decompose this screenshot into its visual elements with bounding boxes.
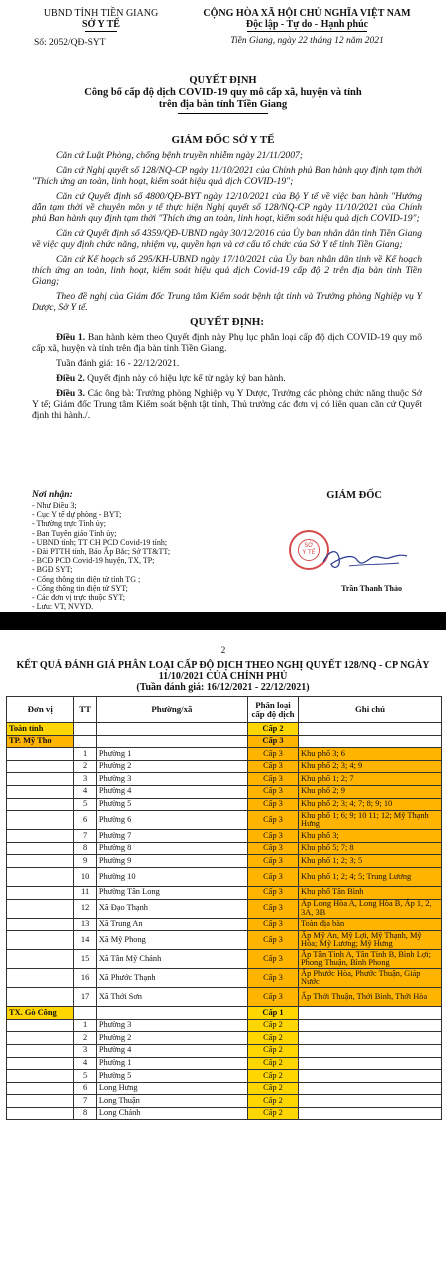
recipients-title: Nơi nhận: [32, 490, 73, 500]
row-ward: Xã Trung An [96, 918, 247, 931]
row-level: Cấp 3 [247, 735, 298, 748]
recipient-item: - BCĐ PCD Covid-19 huyện, TX, TP; [32, 556, 155, 566]
row-number: 2 [74, 1032, 96, 1045]
document-type: QUYẾT ĐỊNH [189, 75, 257, 86]
row-number: 11 [74, 886, 96, 899]
row-note [299, 1057, 442, 1070]
row-number: 5 [74, 798, 96, 811]
row-unit [7, 1082, 74, 1095]
row-level: Cấp 3 [247, 760, 298, 773]
table-row [7, 798, 442, 811]
row-ward: Phường 7 [96, 830, 247, 843]
row-ward: Phường 5 [96, 1070, 247, 1083]
table-row [7, 1019, 442, 1032]
row-note [299, 1070, 442, 1083]
row-ward: Phường 6 [96, 811, 247, 830]
table-row [7, 988, 442, 1007]
recipient-item: - BGĐ SYT; [32, 565, 73, 575]
row-unit [7, 842, 74, 855]
row-unit [7, 785, 74, 798]
row-ward: Phường 5 [96, 798, 247, 811]
legal-basis: Căn cứ Nghị quyết số 128/NQ-CP ngày 11/10/2021 của Chính phủ Ban hành quy định tạm thời "Thích ứng an toàn, linh hoạt, kiểm soát hiệu quả dịch COVID-19"; [32, 165, 423, 187]
row-level: Cấp 2 [247, 1044, 298, 1057]
recipient-item: - Cổng thông tin điện tử tỉnh TG ; [32, 574, 141, 584]
recipient-item: - Cổng thông tin điện tử SYT; [32, 583, 128, 593]
document-header [0, 8, 446, 68]
row-level: Cấp 2 [247, 1019, 298, 1032]
recipient-item: - Cục Y tế dự phòng - BYT; [32, 510, 122, 520]
row-number: 3 [74, 773, 96, 786]
results-table [6, 696, 442, 1120]
row-level: Cấp 3 [247, 842, 298, 855]
row-unit [7, 899, 74, 918]
row-note: Khu phố 5; 7; 8 [299, 842, 442, 855]
row-note: Khu phố 1; 6; 9; 10 11; 12; Mỹ Thạnh Hưng [299, 811, 442, 830]
table-group-row [7, 1007, 442, 1020]
table-row [7, 760, 442, 773]
row-level: Cấp 3 [247, 899, 298, 918]
col-header-number: TT [74, 697, 96, 723]
recipient-item: - UBND tỉnh; TT CH PCD Covid-19 tỉnh; [32, 537, 168, 547]
row-ward: Xã Phước Thạnh [96, 969, 247, 988]
seal-text: SỞ Y TẾ [302, 542, 316, 556]
row-note [299, 1032, 442, 1045]
row-unit [7, 988, 74, 1007]
article-1-text: Ban hành kèm theo Quyết định này Phụ lục phân loại cấp độ dịch COVID-19 quy mô cấp xã, huyện và tỉnh trên địa bàn tỉnh Tiền Giang. [32, 332, 422, 354]
row-unit [7, 830, 74, 843]
row-level: Cấp 3 [247, 748, 298, 761]
table-row [7, 830, 442, 843]
row-note [299, 735, 442, 748]
row-note: Khu phố 2; 3; 4; 9 [299, 760, 442, 773]
row-ward: Phường 3 [96, 1019, 247, 1032]
table-row [7, 811, 442, 830]
place-date: Tiền Giang, ngày 22 tháng 12 năm 2021 [230, 36, 384, 46]
row-level: Cấp 2 [247, 1107, 298, 1120]
row-number: 12 [74, 899, 96, 918]
row-level: Cấp 3 [247, 886, 298, 899]
row-unit [7, 867, 74, 886]
legal-basis: Căn cứ Kế hoạch số 295/KH-UBND ngày 17/10/2021 của Ủy ban nhân dân tỉnh về Kế hoạch thích ứng an toàn, linh hoạt, kiểm soát hiệu quả dịch Covid-19 cấp độ 2 trên địa bàn tỉnh Tiền Giang; [32, 254, 422, 287]
row-number: 4 [74, 785, 96, 798]
row-note: Khu phố 1; 2; 4; 5; Trung Lương [299, 867, 442, 886]
recipient-item: - Ban Tuyên giáo Tỉnh ủy; [32, 528, 117, 538]
row-ward: Phường 2 [96, 1032, 247, 1045]
legal-basis: Theo đề nghị của Giám đốc Trung tâm Kiểm soát bệnh tật tỉnh và Trưởng phòng Nghiệp vụ Y Dược, Sở Y tế. [32, 291, 422, 313]
row-ward: Phường 1 [96, 748, 247, 761]
row-note: Khu phố Tân Bình [299, 886, 442, 899]
row-number: 16 [74, 969, 96, 988]
row-number: 7 [74, 1095, 96, 1108]
table-title-line-1: KẾT QUẢ ĐÁNH GIÁ PHÂN LOẠI CẤP ĐỘ DỊCH THEO NGHỊ QUYẾT 128/NQ - CP NGÀY [16, 660, 430, 671]
row-ward [96, 1007, 247, 1020]
article-1 [32, 332, 422, 354]
table-header-row [7, 697, 442, 723]
row-note [299, 1044, 442, 1057]
row-note: Ấp Mỹ An, Mỹ Lợi, Mỹ Thạnh, Mỹ Hòa; Mỹ Lương; Mỹ Hưng [299, 931, 442, 950]
row-ward: Xã Thới Sơn [96, 988, 247, 1007]
row-note [299, 1107, 442, 1120]
document-page-2 [0, 630, 446, 1280]
row-note [299, 1095, 442, 1108]
row-unit [7, 1032, 74, 1045]
row-number: 3 [74, 1044, 96, 1057]
document-body [32, 150, 422, 425]
row-level: Cấp 3 [247, 867, 298, 886]
article-3 [32, 388, 422, 421]
row-level: Cấp 3 [247, 830, 298, 843]
row-ward: Xã Tân Mỹ Chánh [96, 950, 247, 969]
row-number: 7 [74, 830, 96, 843]
row-number: 8 [74, 842, 96, 855]
recipient-item: - Lưu: VT, NVYD. [32, 602, 94, 612]
row-note: Ấp Tân Tỉnh A, Tân Tỉnh B, Bình Lợi; Phong Thuận, Bình Phong [299, 950, 442, 969]
agency-name: SỞ Y TẾ [82, 19, 120, 30]
row-ward: Long Chánh [96, 1107, 247, 1120]
table-row [7, 931, 442, 950]
row-ward: Phường 2 [96, 760, 247, 773]
row-level: Cấp 3 [247, 785, 298, 798]
signature-block [32, 490, 432, 610]
row-ward [96, 723, 247, 736]
table-title-line-3: (Tuần đánh giá: 16/12/2021 - 22/12/2021) [136, 682, 310, 693]
row-number: 1 [74, 1019, 96, 1032]
row-ward: Phường 1 [96, 1057, 247, 1070]
row-unit [7, 950, 74, 969]
article-2-text: Quyết định này có hiệu lực kể từ ngày ký ban hành. [84, 373, 286, 384]
recipient-item: - Đài PTTH tỉnh, Báo Ấp Bắc; Sở TT&TT; [32, 547, 171, 557]
row-note [299, 1082, 442, 1095]
col-header-note: Ghi chú [299, 697, 442, 723]
row-level: Cấp 3 [247, 798, 298, 811]
col-header-ward: Phường/xã [96, 697, 247, 723]
article-2 [32, 373, 422, 384]
signer-title: GIÁM ĐỐC [326, 490, 382, 501]
row-level: Cấp 2 [247, 1057, 298, 1070]
row-level: Cấp 3 [247, 773, 298, 786]
legal-basis: Căn cứ Luật Phòng, chống bệnh truyền nhiễm ngày 21/11/2007; [56, 150, 303, 161]
row-level: Cấp 3 [247, 855, 298, 868]
article-1-label: Điều 1. [56, 332, 86, 343]
row-unit [7, 918, 74, 931]
decide-heading: QUYẾT ĐỊNH: [189, 316, 265, 328]
table-row [7, 969, 442, 988]
row-unit [7, 886, 74, 899]
agency-underline [85, 31, 117, 32]
row-number: 5 [74, 1070, 96, 1083]
row-number: 17 [74, 988, 96, 1007]
row-ward: Phường Tân Long [96, 886, 247, 899]
row-ward: Xã Đạo Thạnh [96, 899, 247, 918]
row-note [299, 1019, 442, 1032]
table-row [7, 842, 442, 855]
row-level: Cấp 3 [247, 988, 298, 1007]
row-level: Cấp 3 [247, 918, 298, 931]
row-number: 1 [74, 748, 96, 761]
row-unit [7, 1044, 74, 1057]
row-ward: Phường 9 [96, 855, 247, 868]
document-number: Số: 2052/QĐ-SYT [34, 38, 106, 48]
row-note [299, 1007, 442, 1020]
legal-basis: Căn cứ Quyết định số 4359/QĐ-UBND ngày 30/12/2016 của Ủy ban nhân dân tỉnh Tiền Giang về việc quy định chức năng, nhiệm vụ, quyền hạn và cơ cấu tổ chức của Sở Y tế tỉnh Tiền Giang; [32, 228, 422, 250]
row-number: 13 [74, 918, 96, 931]
row-unit [7, 811, 74, 830]
page-separator [0, 612, 446, 630]
table-title-line-2: 11/10/2021 CỦA CHÍNH PHỦ [158, 671, 288, 682]
row-note: Toàn địa bàn [299, 918, 442, 931]
row-note: Ấp Thới Thuận, Thới Bình, Thới Hòa [299, 988, 442, 1007]
authority-heading: GIÁM ĐỐC SỞ Y TẾ [171, 134, 275, 146]
row-unit [7, 969, 74, 988]
article-3-text: Các ông bà: Trưởng phòng Nghiệp vụ Y Dược, Trưởng các phòng chức năng thuộc Sở Y tế; Giám đốc Trung tâm Kiểm soát bệnh tật tỉnh, Thủ trưởng các đơn vị có liên quan căn cứ Quyết định thi hành./. [32, 388, 422, 421]
title-underline [178, 113, 268, 114]
row-ward: Phường 4 [96, 785, 247, 798]
row-note: Khu phố 3; 6 [299, 748, 442, 761]
table-row [7, 918, 442, 931]
issuing-agency [26, 8, 176, 49]
row-unit [7, 855, 74, 868]
row-number [74, 1007, 96, 1020]
row-level: Cấp 2 [247, 1095, 298, 1108]
row-unit [7, 931, 74, 950]
row-note: Khu phố 1; 2; 7 [299, 773, 442, 786]
row-number: 8 [74, 1107, 96, 1120]
row-number: 6 [74, 811, 96, 830]
row-level: Cấp 3 [247, 811, 298, 830]
row-note: Khu phố 1; 2; 3; 5 [299, 855, 442, 868]
assessment-week: Tuần đánh giá: 16 - 22/12/2021. [56, 358, 180, 369]
page-number: 2 [220, 645, 226, 655]
row-number: 15 [74, 950, 96, 969]
row-ward: Phường 8 [96, 842, 247, 855]
row-unit [7, 760, 74, 773]
row-ward: Long Hưng [96, 1082, 247, 1095]
row-unit [7, 1095, 74, 1108]
table-row [7, 773, 442, 786]
motto-underline [247, 31, 367, 32]
table-row [7, 855, 442, 868]
row-unit [7, 773, 74, 786]
row-unit: Toàn tỉnh [7, 723, 74, 736]
table-row [7, 950, 442, 969]
handwritten-signature [319, 544, 409, 574]
row-note: Ấp Phước Hòa, Phước Thuận, Giáp Nước [299, 969, 442, 988]
row-note: Khu phố 3; [299, 830, 442, 843]
row-ward [96, 735, 247, 748]
recipient-item: - Thường trực Tỉnh ủy; [32, 519, 106, 529]
row-unit [7, 1107, 74, 1120]
row-note [299, 723, 442, 736]
table-body [7, 723, 442, 1120]
table-row [7, 1070, 442, 1083]
row-ward: Phường 4 [96, 1044, 247, 1057]
row-note: Ấp Long Hòa A, Long Hòa B, Ấp 1, 2, 3A, 3B [299, 899, 442, 918]
row-level: Cấp 3 [247, 950, 298, 969]
table-row [7, 899, 442, 918]
document-title [0, 75, 446, 114]
national-heading [176, 8, 438, 47]
article-3-label: Điều 3. [56, 388, 85, 399]
table-row [7, 1095, 442, 1108]
table-row [7, 1057, 442, 1070]
article-2-label: Điều 2. [56, 373, 85, 384]
row-number: 2 [74, 760, 96, 773]
row-number: 4 [74, 1057, 96, 1070]
row-number: 6 [74, 1082, 96, 1095]
table-row [7, 748, 442, 761]
signer-name: Trần Thanh Thảo [341, 584, 402, 593]
table-row [7, 867, 442, 886]
col-header-unit: Đơn vị [7, 697, 74, 723]
table-row [7, 785, 442, 798]
row-ward: Long Thuận [96, 1095, 247, 1108]
recipient-item: - Như Điều 3; [32, 501, 77, 510]
recipient-item: - Các đơn vị trực thuộc SYT; [32, 593, 125, 603]
col-header-level: Phân loại cấp độ dịch [247, 697, 298, 723]
row-unit: TX. Gò Công [7, 1007, 74, 1020]
row-unit [7, 1070, 74, 1083]
row-unit [7, 1057, 74, 1070]
row-level: Cấp 2 [247, 723, 298, 736]
row-level: Cấp 3 [247, 969, 298, 988]
row-ward: Phường 10 [96, 867, 247, 886]
table-title [10, 660, 436, 693]
title-line-2: trên địa bàn tỉnh Tiền Giang [158, 99, 288, 110]
nation-name: CỘNG HÒA XÃ HỘI CHỦ NGHĨA VIỆT NAM [203, 8, 411, 19]
title-line-1: Công bố cấp độ dịch COVID-19 quy mô cấp xã, huyện và tỉnh [84, 87, 362, 98]
table-row [7, 886, 442, 899]
row-ward: Phường 3 [96, 773, 247, 786]
table-row [7, 1107, 442, 1120]
national-motto: Độc lập - Tự do - Hạnh phúc [245, 19, 369, 30]
row-unit [7, 748, 74, 761]
row-unit [7, 1019, 74, 1032]
table-group-row [7, 735, 442, 748]
row-note: Khu phố 2; 9 [299, 785, 442, 798]
table-row [7, 1082, 442, 1095]
row-level: Cấp 2 [247, 1032, 298, 1045]
table-group-row [7, 723, 442, 736]
row-level: Cấp 1 [247, 1007, 298, 1020]
row-note: Khu phố 2; 3; 4; 7; 8; 9; 10 [299, 798, 442, 811]
legal-basis: Căn cứ Quyết định số 4800/QĐ-BYT ngày 12/10/2021 của Bộ Y tế về việc ban hành "Hướng dẫn tạm thời về chuyên môn y tế thực hiện Nghị quyết số 128/NQ-CP ngày 11/10/2021 của Chính phủ Ban hành quy định tạm thời "Thích ứng an toàn, linh hoạt, kiểm soát hiệu quả dịch COVID-19"; [32, 191, 422, 224]
table-row [7, 1032, 442, 1045]
agency-parent: UBND TỈNH TIỀN GIANG [43, 8, 159, 19]
row-level: Cấp 2 [247, 1070, 298, 1083]
row-number [74, 735, 96, 748]
row-number: 9 [74, 855, 96, 868]
row-number [74, 723, 96, 736]
row-unit: TP. Mỹ Tho [7, 735, 74, 748]
row-level: Cấp 3 [247, 931, 298, 950]
document-page-1 [0, 0, 446, 612]
row-ward: Xã Mỹ Phong [96, 931, 247, 950]
row-number: 14 [74, 931, 96, 950]
row-level: Cấp 2 [247, 1082, 298, 1095]
row-unit [7, 798, 74, 811]
table-row [7, 1044, 442, 1057]
row-number: 10 [74, 867, 96, 886]
